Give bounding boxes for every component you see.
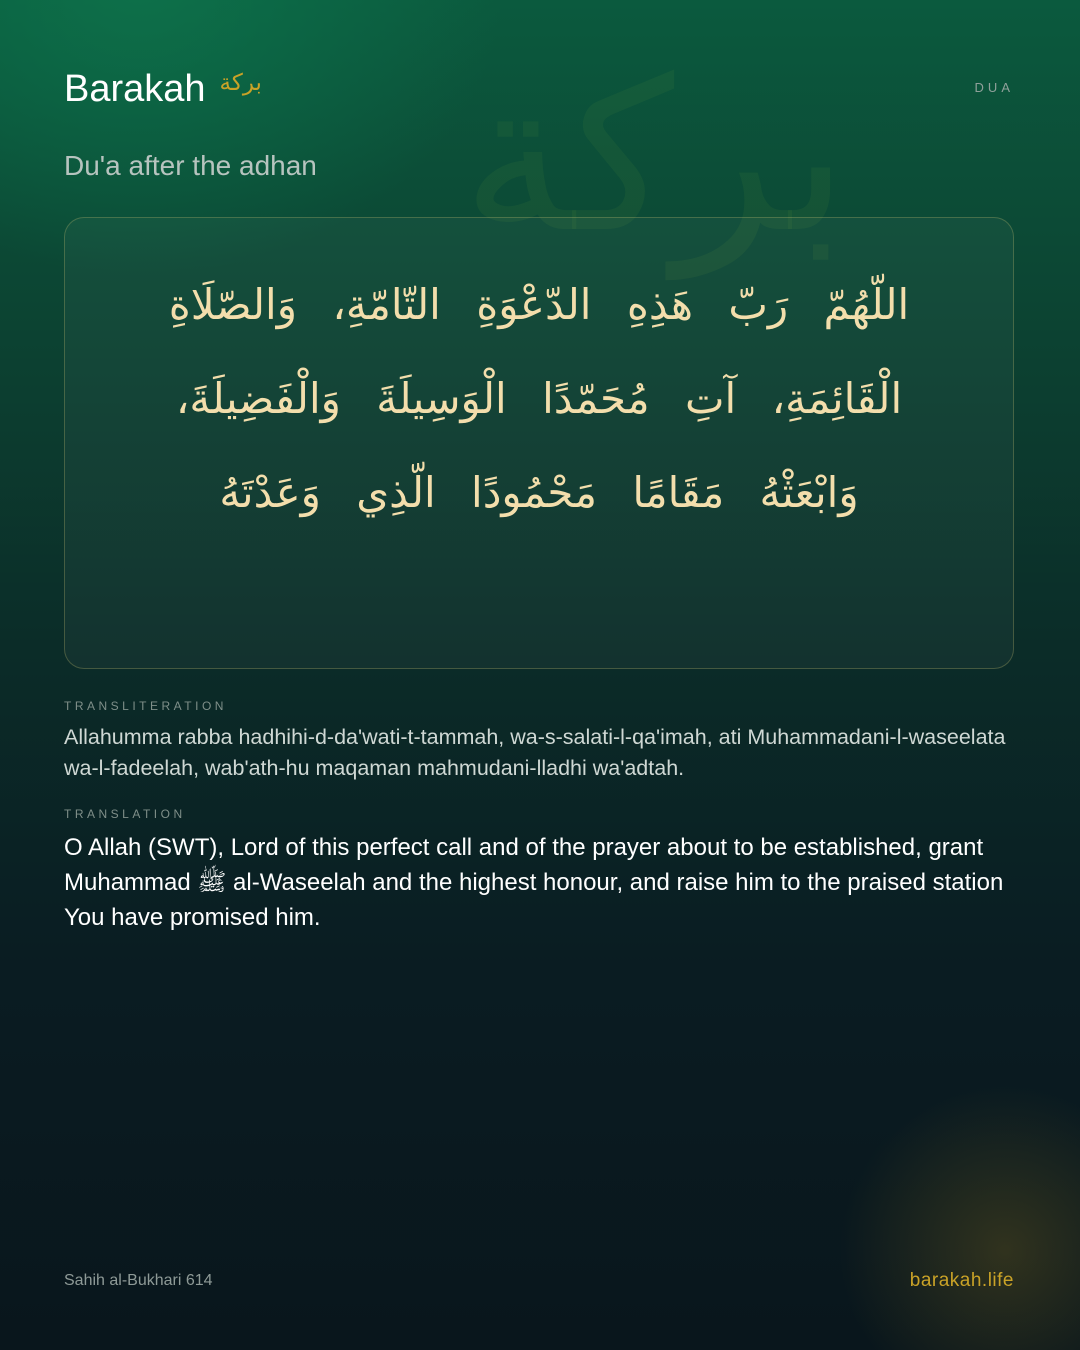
category-label: DUA [974,80,1014,95]
brand-arabic-name: بركة [219,70,262,96]
brand-watermark: بركة [461,34,849,279]
brand-header [64,66,262,112]
translation-text: O Allah (SWT), Lord of this perfect call and of the prayer about to be established, grant Muhammad ﷺ al-Waseelah and the highest honour, and raise him to the praised station You have promised him. [64,834,1004,931]
hadith-source: Sahih al-Bukhari 614 [64,1272,213,1289]
dua-title: Du'a after the adhan [64,150,317,181]
site-link[interactable]: barakah.life [909,1270,1014,1291]
translation-label: TRANSLATION [64,807,186,821]
arabic-card [64,217,1014,669]
arabic-dua-text: اللّهُمّ رَبّ هَذِهِ الدّعْوَةِ التّامّةِ، وَالصّلَاةِ الْقَائِمَةِ، آتِ مُحَمّدًا الْوَسِيلَةَ وَالْفَضِيلَةَ، وَابْعَثْهُ مَقَامًا مَحْمُودًا الّذِي وَعَدْتَهُ [168,280,910,517]
transliteration-text: Allahumma rabba hadhihi-d-da'wati-t-tammah, wa-s-salati-l-qa'imah, ati Muhammadani-l-waseelata wa-l-fadeelah, wab'ath-hu maqaman mahmudani-lladhi wa'adtah. [64,725,1006,780]
brand-name: Barakah [64,68,206,110]
transliteration-label: TRANSLITERATION [64,699,227,713]
